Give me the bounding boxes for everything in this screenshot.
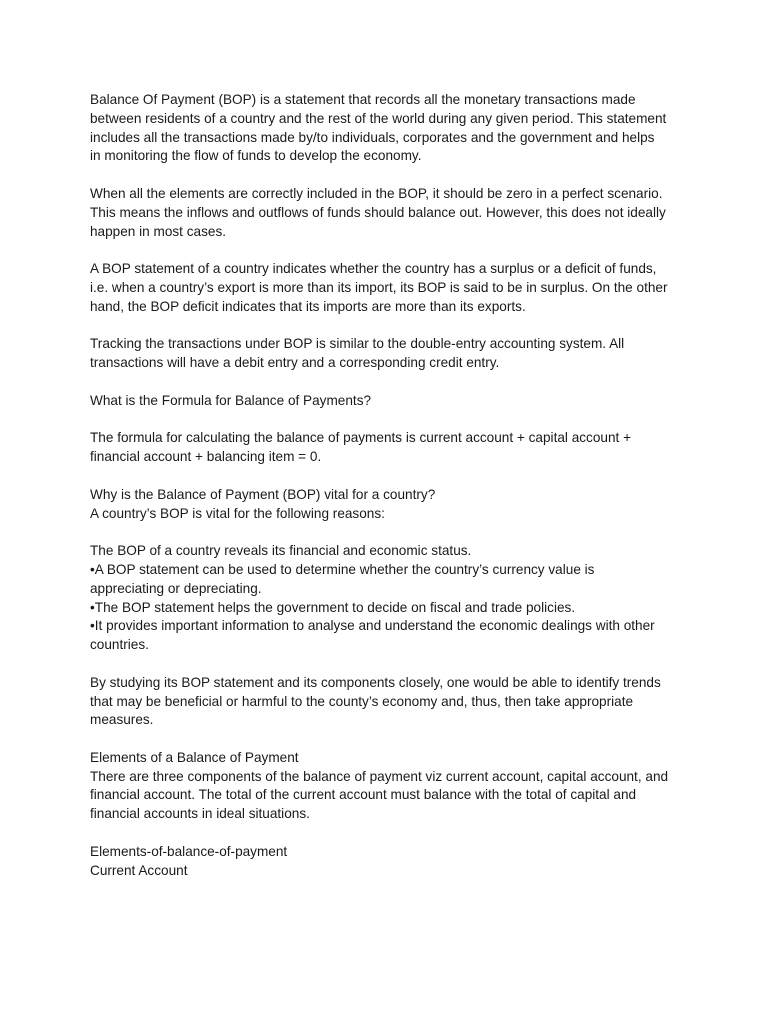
- text-line: The BOP of a country reveals its financial and economic status.: [90, 543, 472, 559]
- paragraph: [90, 392, 690, 411]
- text-line: Elements of a Balance of Payment: [90, 749, 299, 765]
- text-line: Tracking the transactions under BOP is similar to the double-entry accounting system. All: [90, 336, 625, 352]
- text-line: The formula for calculating the balance of payments is current account + capital account +: [90, 430, 632, 446]
- text-line: appreciating or depreciating.: [90, 580, 262, 596]
- text-line: between residents of a country and the rest of the world during any given period. This statement: [90, 110, 667, 126]
- text-line: Why is the Balance of Payment (BOP) vital for a country?: [90, 486, 436, 502]
- text-line: Current Account: [90, 862, 188, 878]
- paragraph: [90, 843, 690, 881]
- text-line: This means the inflows and outflows of funds should balance out. However, this does not ideally: [90, 204, 666, 220]
- text-line: By studying its BOP statement and its components closely, one would be able to identify trends: [90, 674, 661, 690]
- text-line: •A BOP statement can be used to determine whether the country’s currency value is: [90, 561, 595, 577]
- text-line: that may be beneficial or harmful to the county’s economy and, thus, then take appropriate: [90, 693, 634, 709]
- paragraph: [90, 185, 690, 241]
- paragraph: [90, 260, 690, 316]
- text-line: includes all the transactions made by/to individuals, corporates and the government and helps: [90, 129, 655, 145]
- text-line: Elements-of-balance-of-payment: [90, 843, 288, 859]
- text-line: in monitoring the flow of funds to develop the economy.: [90, 148, 422, 164]
- paragraph: [90, 542, 690, 655]
- paragraph: [90, 91, 690, 166]
- document-body: [90, 91, 690, 899]
- paragraph: [90, 335, 690, 373]
- text-line: hand, the BOP deficit indicates that its imports are more than its exports.: [90, 298, 526, 314]
- text-line: A country’s BOP is vital for the following reasons:: [90, 505, 385, 521]
- text-line: When all the elements are correctly included in the BOP, it should be zero in a perfect scenario.: [90, 185, 663, 201]
- text-line: Balance Of Payment (BOP) is a statement that records all the monetary transactions made: [90, 92, 636, 107]
- text-line: countries.: [90, 637, 149, 653]
- paragraph: [90, 486, 690, 524]
- text-line: •The BOP statement helps the government to decide on fiscal and trade policies.: [90, 599, 576, 615]
- text-line: What is the Formula for Balance of Payments?: [90, 392, 372, 408]
- text-line: happen in most cases.: [90, 223, 227, 239]
- text-line: financial accounts in ideal situations.: [90, 806, 310, 822]
- text-line: •It provides important information to analyse and understand the economic dealings with other: [90, 618, 655, 634]
- text-line: There are three components of the balance of payment viz current account, capital account, and: [90, 768, 669, 784]
- text-line: A BOP statement of a country indicates whether the country has a surplus or a deficit of funds,: [90, 261, 657, 277]
- text-line: transactions will have a debit entry and a corresponding credit entry.: [90, 355, 500, 371]
- text-line: financial account. The total of the current account must balance with the total of capital and: [90, 787, 637, 803]
- paragraph: [90, 429, 690, 467]
- text-line: measures.: [90, 712, 154, 728]
- text-line: i.e. when a country’s export is more than its import, its BOP is said to be in surplus. On the other: [90, 279, 668, 295]
- paragraph: [90, 749, 690, 824]
- text-line: financial account + balancing item = 0.: [90, 449, 322, 465]
- paragraph: [90, 674, 690, 730]
